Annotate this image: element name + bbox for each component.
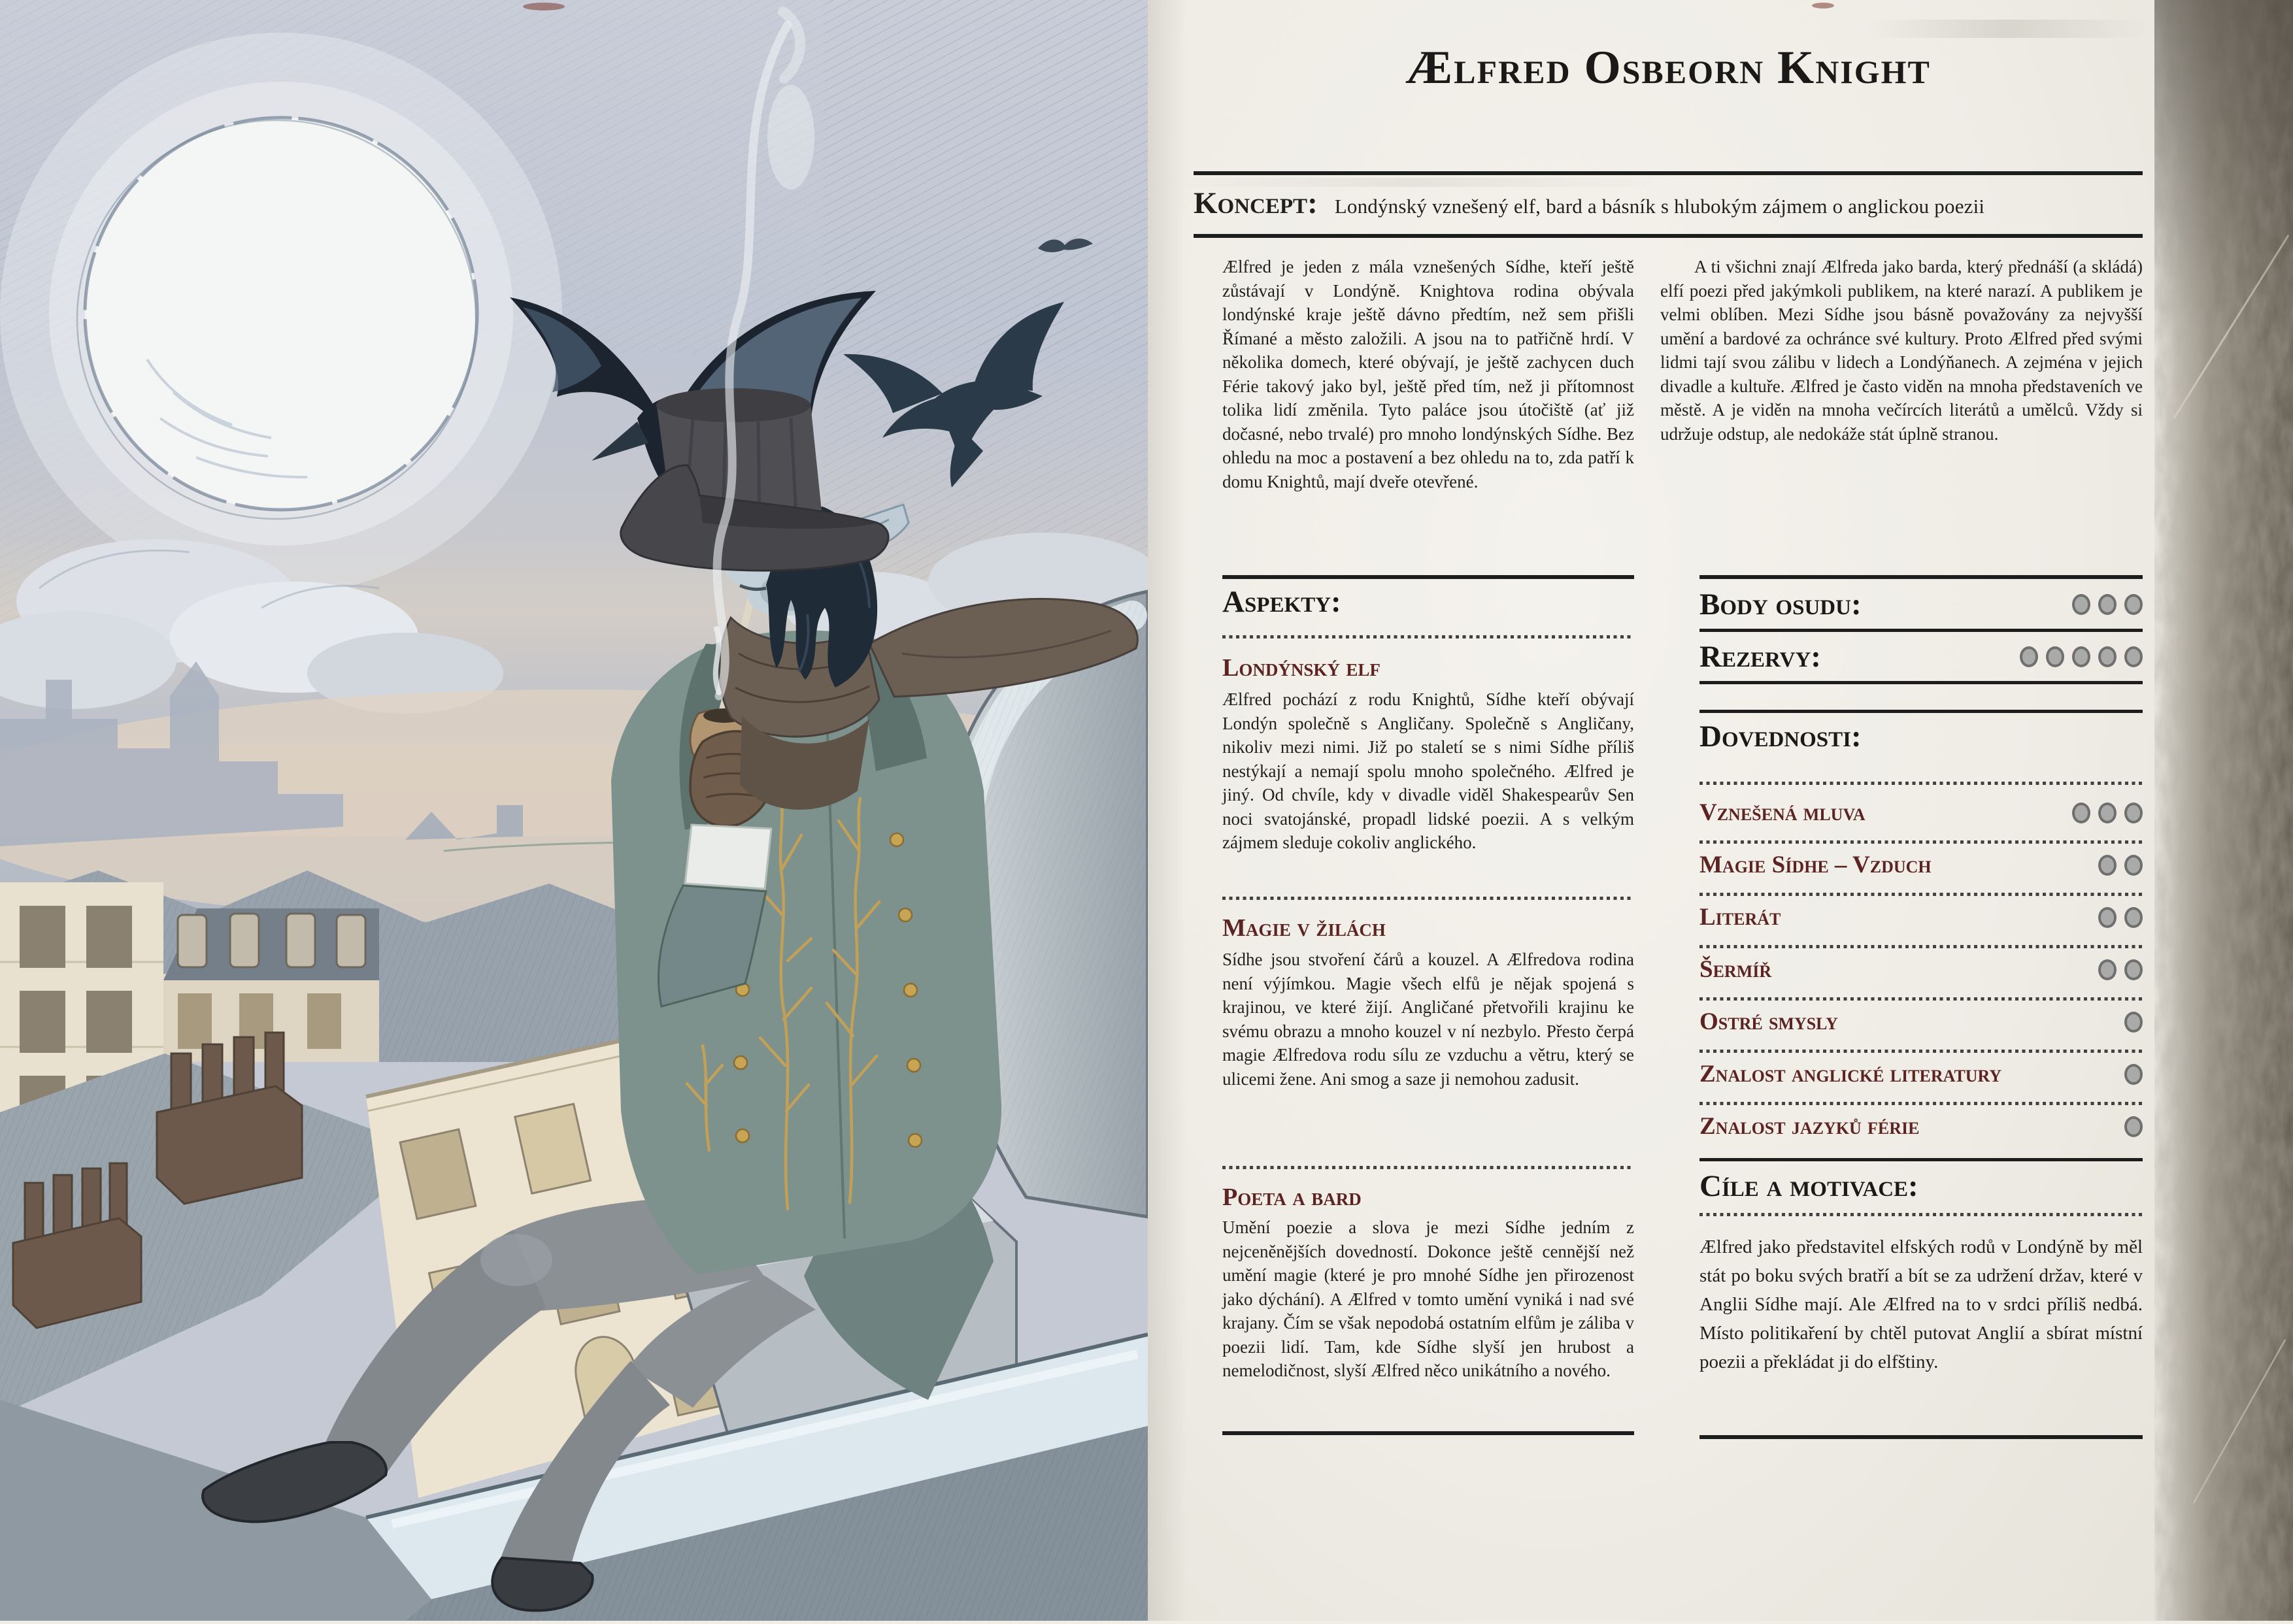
ink-speck — [523, 3, 565, 10]
page-edge-corner — [2154, 0, 2293, 340]
ink-speck — [1812, 3, 1834, 8]
paper-page — [1148, 0, 2154, 1621]
moon — [0, 33, 562, 595]
cover-illustration — [0, 0, 1148, 1621]
paper-grain — [1148, 0, 2154, 1621]
